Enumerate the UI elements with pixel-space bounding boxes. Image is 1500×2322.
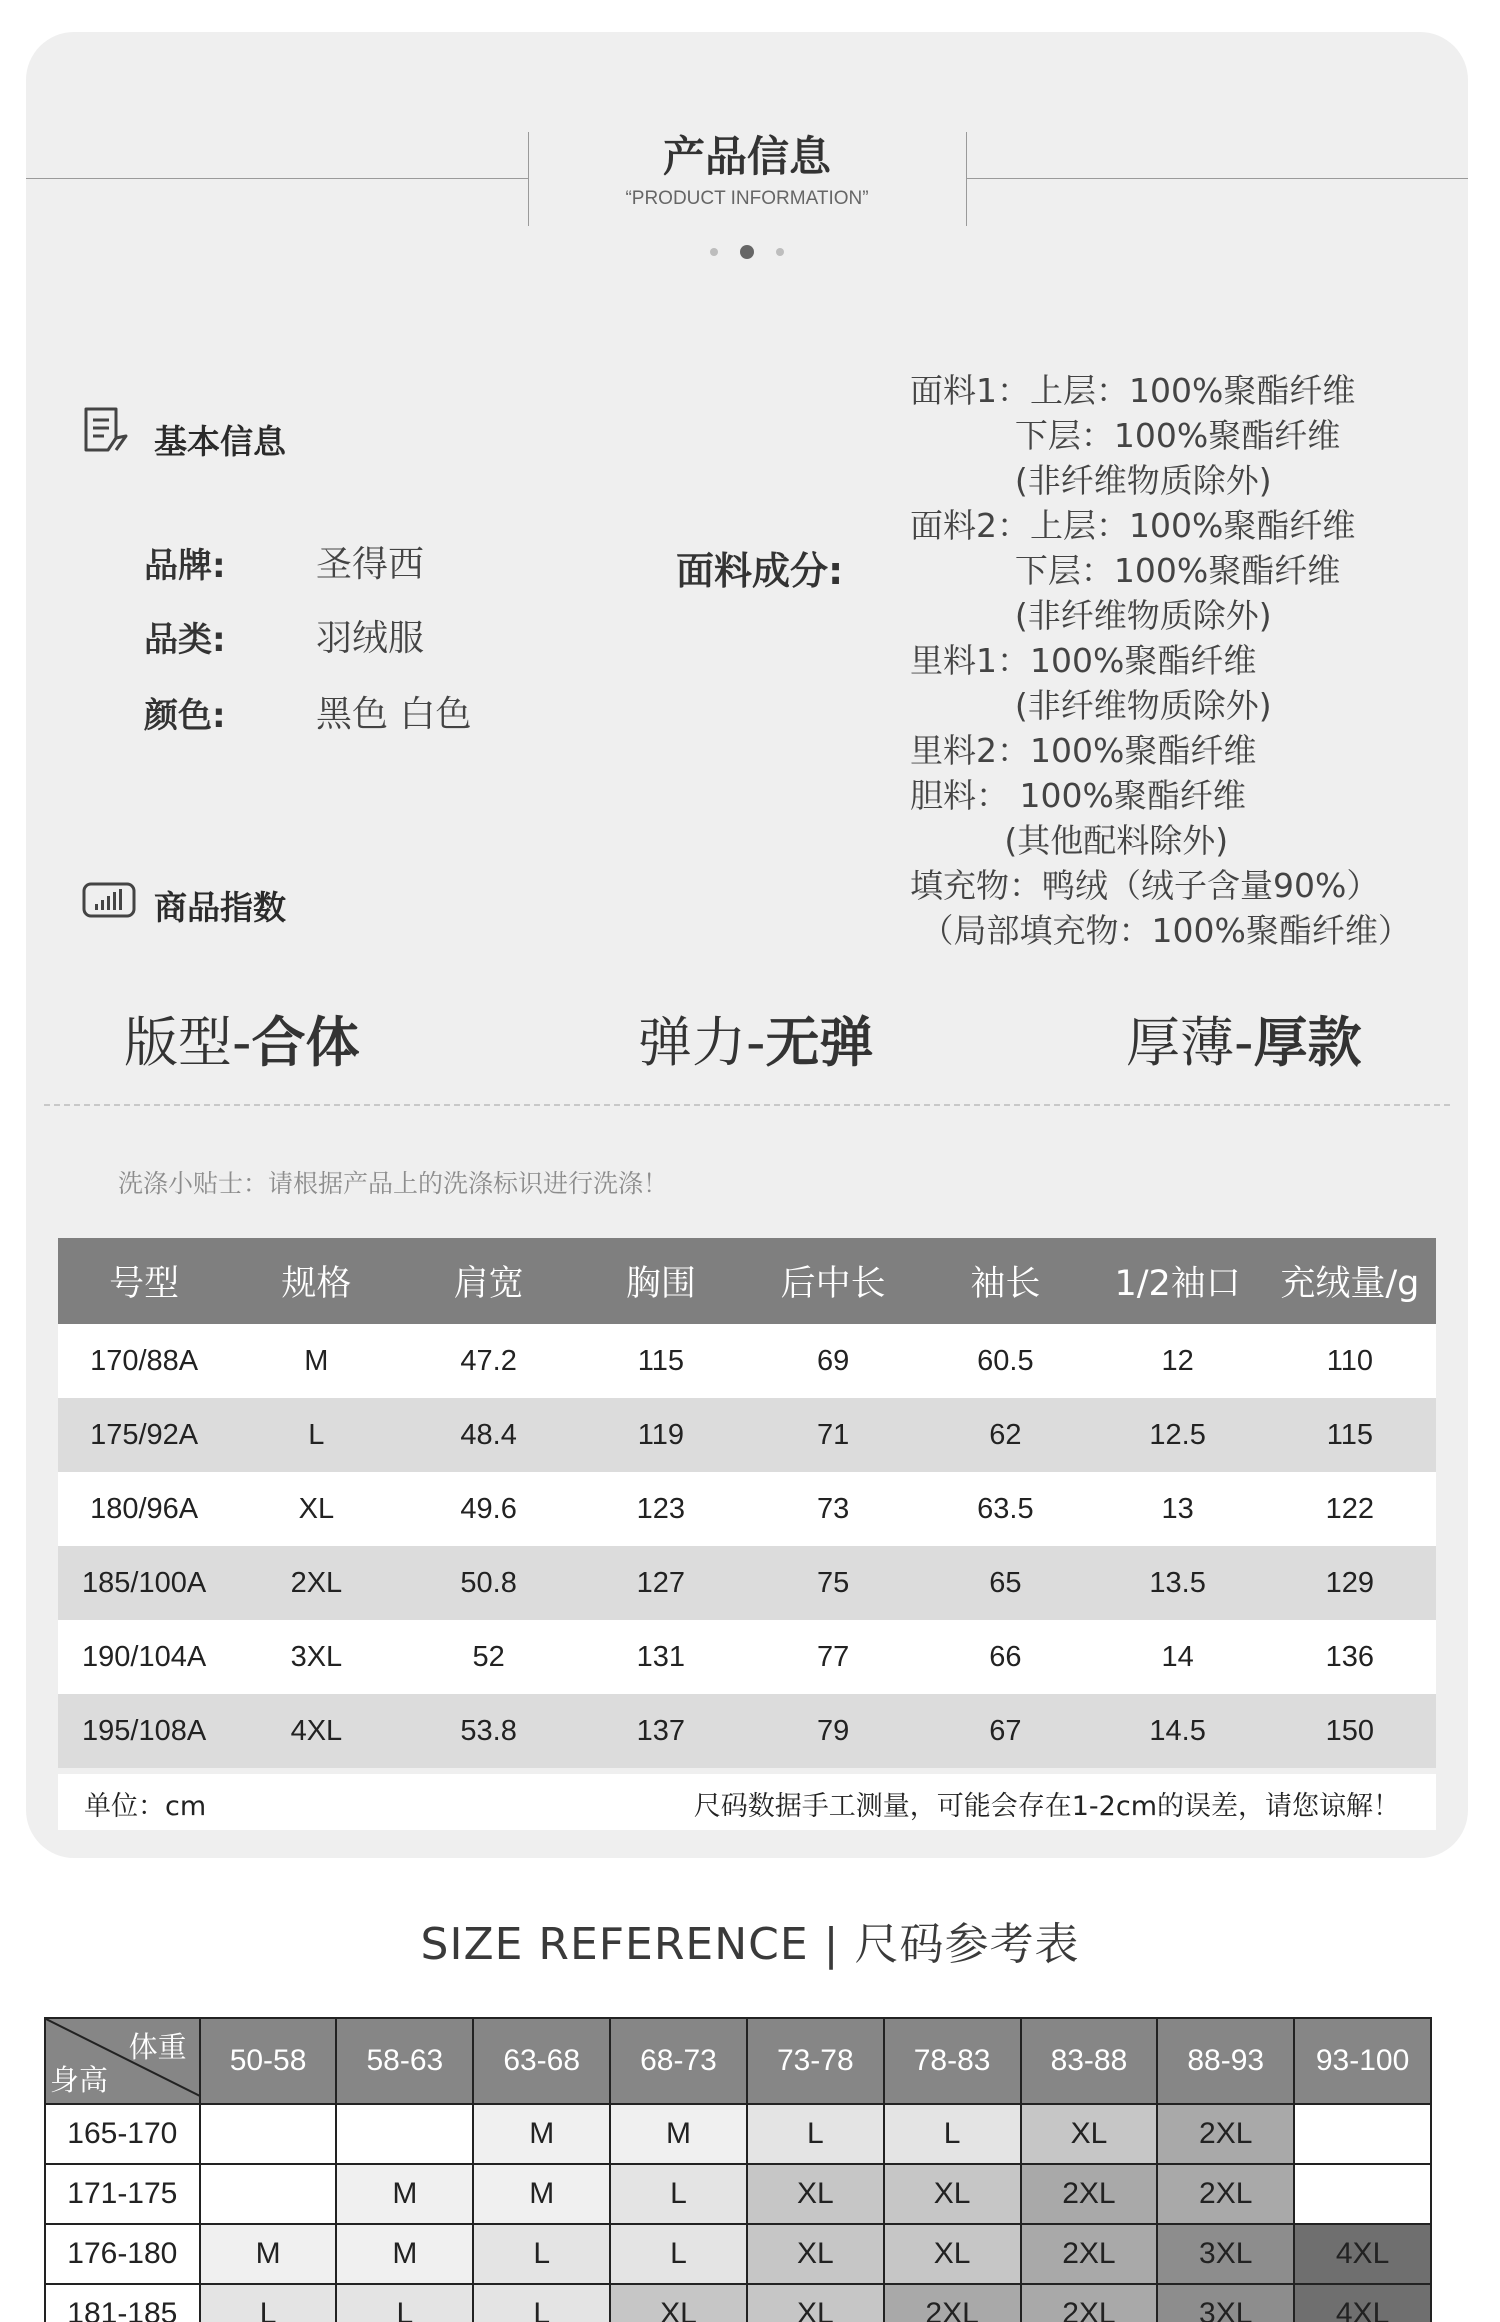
table-cell: 14 (1092, 1620, 1264, 1694)
table-cell: 127 (575, 1546, 747, 1620)
fabric-label: 面料成分: (676, 549, 844, 593)
document-icon (82, 406, 130, 460)
table-cell: 63.5 (919, 1472, 1091, 1546)
size-cell (336, 2104, 473, 2164)
table-cell: 67 (919, 1694, 1091, 1768)
table-cell: 137 (575, 1694, 747, 1768)
size-cell: 2XL (1021, 2164, 1158, 2224)
size-cell: 3XL (1157, 2224, 1294, 2284)
weight-axis-label: 体重 (128, 2032, 187, 2064)
height-cell: 181-185 (45, 2284, 200, 2322)
table-cell: 79 (747, 1694, 919, 1768)
table-cell: 62 (919, 1398, 1091, 1472)
header-cell: 号型 (58, 1238, 230, 1324)
weight-header-cell: 78-83 (884, 2018, 1021, 2104)
fit-index (124, 1000, 360, 1077)
weight-header-cell: 58-63 (336, 2018, 473, 2104)
table-row (45, 2164, 1431, 2224)
size-table-header (58, 1238, 1436, 1324)
table-cell: 50.8 (403, 1546, 575, 1620)
wash-tip: 洗涤小贴士：请根据产品上的洗涤标识进行洗涤！ (118, 1169, 669, 1198)
size-cell: L (610, 2164, 747, 2224)
corner-cell (45, 2018, 200, 2104)
table-cell: 52 (403, 1620, 575, 1694)
thickness-index (1126, 1000, 1362, 1077)
table-cell: 73 (747, 1472, 919, 1546)
size-cell: XL (884, 2224, 1021, 2284)
thickness-index-name: 厚薄- (1126, 1011, 1254, 1074)
table-row (58, 1472, 1436, 1546)
size-cell: 2XL (1157, 2104, 1294, 2164)
table-cell: 4XL (230, 1694, 402, 1768)
size-cell: L (884, 2104, 1021, 2164)
size-reference-body (45, 2104, 1431, 2322)
header-cell: 充绒量/g (1264, 1238, 1436, 1324)
size-cell: 4XL (1294, 2224, 1431, 2284)
size-cell (1294, 2104, 1431, 2164)
color-value: 黑色 白色 (316, 694, 472, 735)
header-cell: 袖长 (919, 1238, 1091, 1324)
weight-header-cell: 83-88 (1021, 2018, 1158, 2104)
table-cell: 3XL (230, 1620, 402, 1694)
size-cell: L (610, 2224, 747, 2284)
unit-text: 单位：cm (84, 1791, 207, 1822)
fit-index-name: 版型- (124, 1011, 252, 1074)
table-cell: 115 (575, 1324, 747, 1398)
section-title: 产品信息 (662, 132, 831, 181)
table-cell: 12.5 (1092, 1398, 1264, 1472)
table-cell: 119 (575, 1398, 747, 1472)
table-row (58, 1398, 1436, 1472)
table-cell: 48.4 (403, 1398, 575, 1472)
category-value: 羽绒服 (316, 618, 425, 659)
elasticity-index-name: 弹力- (638, 1011, 766, 1074)
size-cell: 2XL (1021, 2224, 1158, 2284)
size-cell: L (473, 2224, 610, 2284)
size-table-footer (58, 1774, 1436, 1830)
height-axis-label: 身高 (50, 2065, 109, 2097)
fit-index-value: 合体 (251, 1011, 360, 1074)
table-cell: 175/92A (58, 1398, 230, 1472)
table-cell: 13 (1092, 1472, 1264, 1546)
table-row (58, 1546, 1436, 1620)
table-cell: 195/108A (58, 1694, 230, 1768)
size-cell: M (610, 2104, 747, 2164)
weight-header-cell: 50-58 (200, 2018, 337, 2104)
header-cell: 1/2袖口 (1092, 1238, 1264, 1324)
elasticity-index (638, 1000, 874, 1077)
brand-label: 品牌: (144, 546, 226, 586)
table-cell: 150 (1264, 1694, 1436, 1768)
weight-header-cell: 93-100 (1294, 2018, 1431, 2104)
size-cell: M (473, 2164, 610, 2224)
size-cell: 3XL (1157, 2284, 1294, 2322)
size-reference-header (45, 2018, 1431, 2104)
table-cell: 170/88A (58, 1324, 230, 1398)
weight-header-cell: 88-93 (1157, 2018, 1294, 2104)
size-cell: 2XL (884, 2284, 1021, 2322)
table-cell: 122 (1264, 1472, 1436, 1546)
table-cell: 180/96A (58, 1472, 230, 1546)
pager-dot-active (740, 245, 754, 259)
table-row (58, 1694, 1436, 1768)
table-cell: 129 (1264, 1546, 1436, 1620)
height-cell: 176-180 (45, 2224, 200, 2284)
brand-value: 圣得西 (316, 544, 425, 585)
category-label: 品类: (144, 620, 226, 660)
size-cell: L (473, 2284, 610, 2322)
header-cell: 胸围 (575, 1238, 747, 1324)
height-cell: 171-175 (45, 2164, 200, 2224)
table-cell: 47.2 (403, 1324, 575, 1398)
table-cell: 75 (747, 1546, 919, 1620)
table-cell: 115 (1264, 1398, 1436, 1472)
elasticity-index-value: 无弹 (765, 1011, 874, 1074)
size-reference-title: SIZE REFERENCE | 尺码参考表 (420, 1919, 1080, 1970)
dashed-divider (44, 1104, 1450, 1106)
table-cell: 190/104A (58, 1620, 230, 1694)
pager-dot (776, 248, 784, 256)
table-cell: 13.5 (1092, 1546, 1264, 1620)
size-cell: M (336, 2164, 473, 2224)
table-cell: 66 (919, 1620, 1091, 1694)
table-cell: 71 (747, 1398, 919, 1472)
table-cell: 110 (1264, 1324, 1436, 1398)
table-cell: 65 (919, 1546, 1091, 1620)
color-label: 颜色: (144, 696, 226, 736)
table-cell: 60.5 (919, 1324, 1091, 1398)
pager-dot (710, 248, 718, 256)
size-cell: XL (610, 2284, 747, 2322)
size-cell: M (200, 2224, 337, 2284)
signal-bars-icon (82, 880, 138, 924)
table-cell: XL (230, 1472, 402, 1546)
size-cell (200, 2164, 337, 2224)
size-cell (1294, 2164, 1431, 2224)
size-cell: 2XL (1157, 2164, 1294, 2224)
size-cell: 4XL (1294, 2284, 1431, 2322)
basic-info-heading: 基本信息 (154, 422, 286, 461)
table-cell: 12 (1092, 1324, 1264, 1398)
header-cell: 肩宽 (403, 1238, 575, 1324)
size-cell: L (336, 2284, 473, 2322)
size-cell (200, 2104, 337, 2164)
height-cell: 165-170 (45, 2104, 200, 2164)
table-cell: 14.5 (1092, 1694, 1264, 1768)
size-cell: L (747, 2104, 884, 2164)
size-cell: XL (884, 2164, 1021, 2224)
size-cell: XL (747, 2224, 884, 2284)
measurement-note: 尺码数据手工测量，可能会存在1-2cm的误差，请您谅解！ (693, 1791, 1400, 1822)
size-cell: L (200, 2284, 337, 2322)
size-cell: XL (1021, 2104, 1158, 2164)
table-row (58, 1620, 1436, 1694)
size-cell: M (336, 2224, 473, 2284)
table-cell: 2XL (230, 1546, 402, 1620)
weight-header-cell: 73-78 (747, 2018, 884, 2104)
weight-header-cell: 63-68 (473, 2018, 610, 2104)
size-cell: M (473, 2104, 610, 2164)
weight-header-cell: 68-73 (610, 2018, 747, 2104)
table-cell: 77 (747, 1620, 919, 1694)
table-cell: 185/100A (58, 1546, 230, 1620)
section-subtitle: “PRODUCT INFORMATION” (625, 188, 869, 209)
table-row (45, 2104, 1431, 2164)
table-cell: 53.8 (403, 1694, 575, 1768)
table-cell: 69 (747, 1324, 919, 1398)
size-cell: XL (747, 2164, 884, 2224)
table-row (45, 2284, 1431, 2322)
table-cell: L (230, 1398, 402, 1472)
product-info-card (26, 32, 1468, 1858)
table-cell: 49.6 (403, 1472, 575, 1546)
size-cell: XL (747, 2284, 884, 2322)
size-table (58, 1238, 1436, 1768)
product-index-heading: 商品指数 (154, 888, 286, 927)
table-cell: 136 (1264, 1620, 1436, 1694)
size-table-body (58, 1324, 1436, 1768)
table-cell: 123 (575, 1472, 747, 1546)
header-cell: 后中长 (747, 1238, 919, 1324)
table-row (45, 2224, 1431, 2284)
thickness-index-value: 厚款 (1253, 1011, 1362, 1074)
fabric-composition: 面料1：上层：100%聚酯纤维 下层：100%聚酯纤维 (非纤维物质除外) 面料2：上层：100%聚酯纤维 下层：100%聚酯纤维 (非纤维物质除外) 里料1：100%聚酯纤维 (非纤维物质除外) 里料2：100%聚酯纤维 胆料： 100%聚酯纤维 (其他配料除外) 填充物：鸭绒（绒子含量90%） （局部填充物：100%聚酯纤维） (910, 371, 1411, 950)
size-reference-table (44, 2017, 1432, 2322)
table-row (58, 1324, 1436, 1398)
size-cell: 2XL (1021, 2284, 1158, 2322)
table-cell: 131 (575, 1620, 747, 1694)
table-cell: M (230, 1324, 402, 1398)
header-cell: 规格 (230, 1238, 402, 1324)
